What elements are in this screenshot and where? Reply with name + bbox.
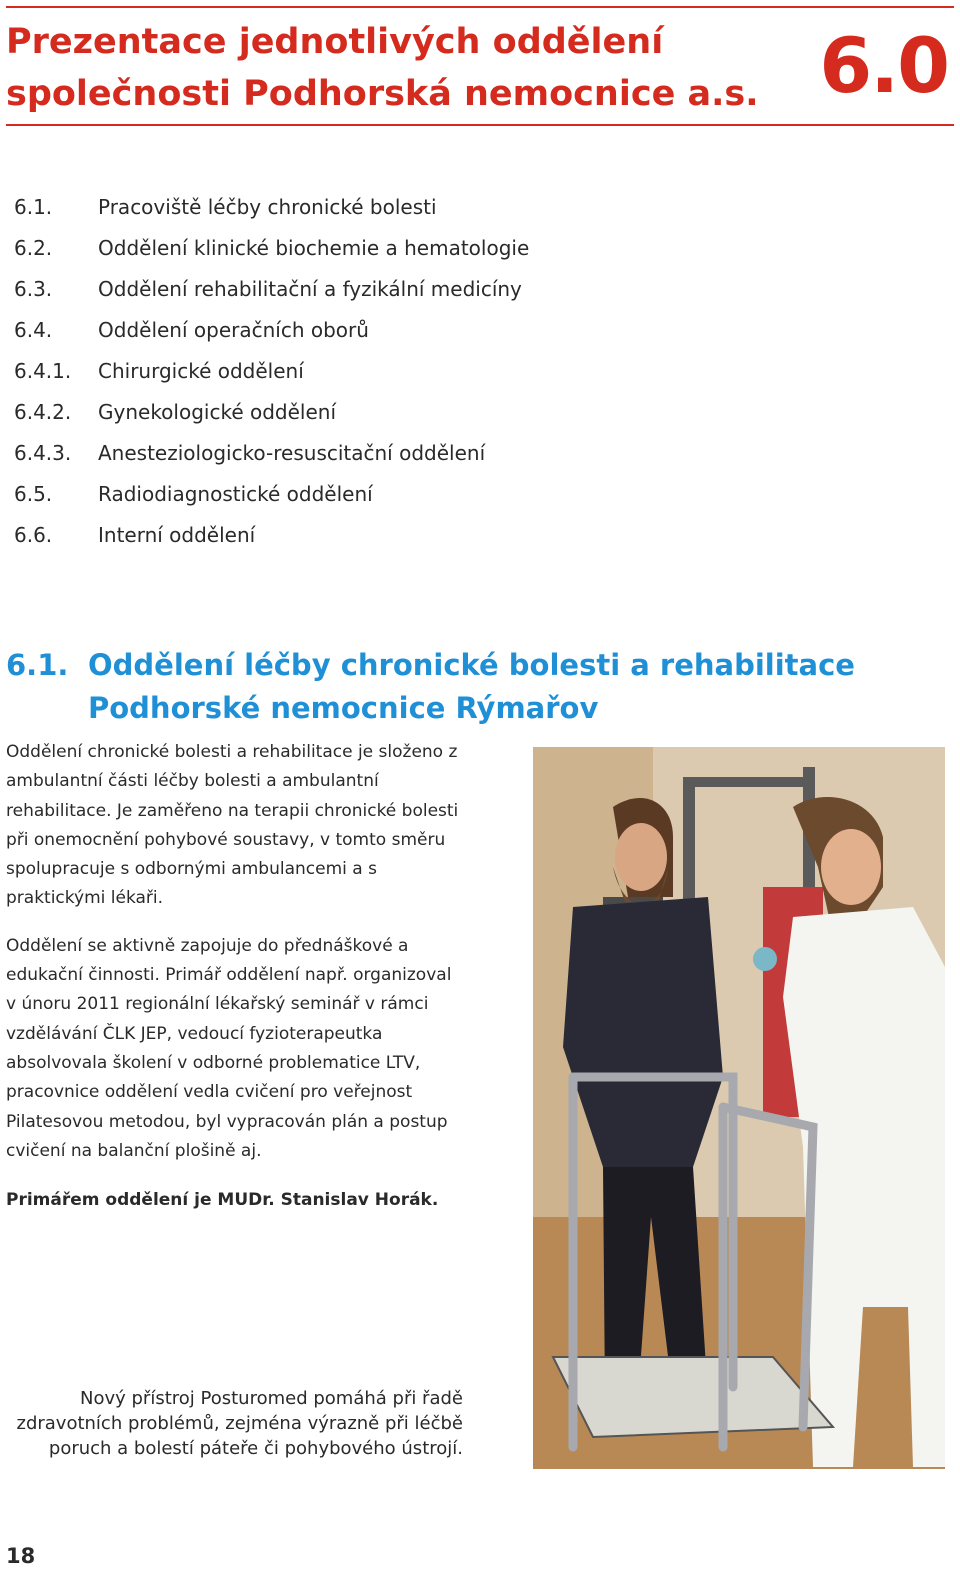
toc-item <box>14 268 714 309</box>
toc-item <box>14 309 714 350</box>
section-title <box>88 644 906 730</box>
photo-illustration <box>533 747 945 1469</box>
toc-item-label: Pracoviště léčby chronické bolesti <box>98 194 437 219</box>
toc-item-label: Anesteziologicko-resuscitační oddělení <box>98 440 486 465</box>
toc-item <box>14 186 714 227</box>
caption-line1: Nový přístroj Posturomed pomáhá při řadě <box>80 1388 463 1409</box>
toc-item-number: 6.2. <box>14 235 53 260</box>
caption-line2: zdravotních problémů, zejména výrazně při léčbě <box>16 1413 463 1434</box>
toc-item-label: Oddělení rehabilitační a fyzikální medicíny <box>98 276 522 301</box>
section-heading <box>6 644 906 730</box>
toc-item <box>14 473 714 514</box>
page-number: 18 <box>6 1544 36 1568</box>
toc-item-number: 6.3. <box>14 276 53 301</box>
toc-item-number: 6.6. <box>14 522 53 547</box>
toc-item-label: Oddělení operačních oborů <box>98 317 369 342</box>
toc-item-label: Oddělení klinické biochemie a hematologie <box>98 235 530 260</box>
toc-item-number: 6.4.3. <box>14 440 72 465</box>
photo-gym-bar <box>683 777 815 787</box>
chapter-title-line1: Prezentace jednotlivých oddělení <box>6 22 664 62</box>
body-paragraph: Oddělení chronické bolesti a rehabilitace je složeno z ambulantní části léčby bolesti a ambulantní rehabilitace. Je zaměřeno na terapii chronické bolesti při onemocnění pohybové soustavy, v tomto směru spolupracuje s odbornými ambulancemi a s praktickými lékaři. <box>6 742 459 909</box>
toc-item <box>14 391 714 432</box>
photo-caption <box>6 1386 463 1461</box>
rehabilitation-photo <box>533 747 945 1469</box>
toc-item <box>14 350 714 391</box>
toc-item-label: Interní oddělení <box>98 522 256 547</box>
photo-patient-face <box>615 823 667 891</box>
toc-item-label: Radiodiagnostické oddělení <box>98 481 373 506</box>
body-text <box>6 738 466 1233</box>
toc-item <box>14 227 714 268</box>
section-title-line1: Oddělení léčby chronické bolesti a rehabilitace <box>88 648 855 683</box>
toc-item-number: 6.4.2. <box>14 399 72 424</box>
photo-ball <box>753 947 777 971</box>
section-title-line2: Podhorské nemocnice Rýmařov <box>88 691 599 726</box>
chapter-number: 6.0 <box>819 21 948 110</box>
toc-item <box>14 514 714 555</box>
toc-item <box>14 432 714 473</box>
head-of-department: Primářem oddělení je MUDr. Stanislav Horák. <box>6 1190 439 1211</box>
toc-item-label: Gynekologické oddělení <box>98 399 337 424</box>
table-of-contents <box>14 186 714 555</box>
body-paragraph: Oddělení se aktivně zapojuje do přednáškové a edukační činnosti. Primář oddělení např. organizoval v únoru 2011 regionální lékařský seminář v rámci vzdělávání ČLK JEP, vedoucí fyzioterapeutka absolvovala školení v odborné problematice LTV, pracovnice oddělení vedla cvičení pro veřejnost Pilatesovou metodou, byl vypracován plán a postup cvičení na balanční plošině aj. <box>6 935 452 1161</box>
header-bottom-rule <box>6 124 954 126</box>
chapter-title-line2: společnosti Podhorská nemocnice a.s. <box>6 74 759 114</box>
toc-item-number: 6.4.1. <box>14 358 72 383</box>
top-rule <box>6 6 954 8</box>
photo-doctor-face <box>821 829 881 905</box>
chapter-title <box>6 16 786 120</box>
toc-item-number: 6.4. <box>14 317 53 342</box>
caption-line3: poruch a bolestí páteře či pohybového ústrojí. <box>48 1438 463 1459</box>
toc-item-number: 6.5. <box>14 481 53 506</box>
toc-item-label: Chirurgické oddělení <box>98 358 304 383</box>
section-number: 6.1. <box>6 648 69 683</box>
toc-item-number: 6.1. <box>14 194 53 219</box>
